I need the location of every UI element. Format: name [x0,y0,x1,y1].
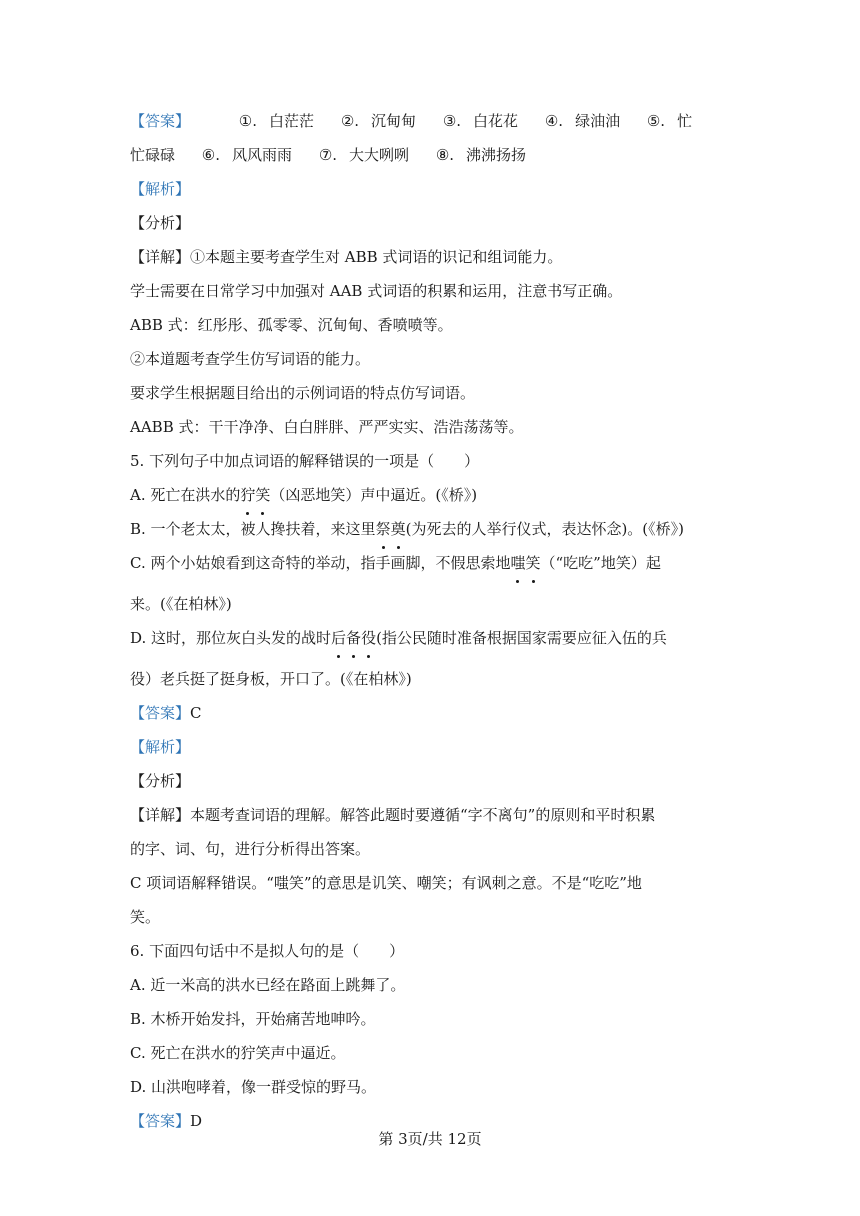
analysis-tag-line [130,730,730,764]
detail-text: 学士需要在日常学习中加强对 AAB 式词语的积累和运用，注意书写正确。 [130,282,623,300]
answer-tag: 【答案】 [130,1112,191,1130]
q5-option-a [130,478,730,512]
answer-item-text: 大大咧咧 [349,146,410,164]
answer-item-num: ⑦. [318,146,338,164]
q5-detail-line [130,832,730,866]
dotted-char: 后 [331,621,346,655]
answer-item-num: ⑧. [435,146,455,164]
answer-item-num: ⑥. [201,146,221,164]
option-text: (为死去的人举行仪式，表达怀念)。(《桥》) [405,520,685,538]
option-text: 役）老兵挺了挺身板，开口了。(《在柏林》) [130,670,412,688]
answer-item-text: 白茫茫 [269,112,315,130]
answer-value: C [190,704,202,722]
dotted-char: 役 [361,621,376,655]
option-text: C. 两个小姑娘看到这奇特的举动，指手画脚，不假思索地 [130,554,511,572]
q4-detail-line [130,342,730,376]
q5-option-d-line-2 [130,662,730,696]
q6-option [130,1002,730,1036]
option-text: A. 近一米高的洪水已经在路面上跳舞了。 [130,976,406,994]
answer-item-text: 沉甸甸 [371,112,417,130]
detail-tag: 【详解】 [130,806,191,824]
q6-option [130,1036,730,1070]
answer-tag: 【答案】 [130,112,191,130]
answer-item-num: ④. [544,112,564,130]
detail-text: 笑。 [130,908,161,926]
option-text: B. 一个老太太，被人搀扶着，来这里 [130,520,376,538]
q4-answer-line-2 [130,138,730,172]
option-text: （凶恶地笑）声中逼近。(《桥》) [270,486,478,504]
detail-text: 的字、词、句，进行分析得出答案。 [130,840,371,858]
dotted-char: 嗤 [510,546,525,580]
option-text: A. 死亡在洪水的 [130,486,241,504]
option-text: D. 这时，那位灰白头发的战时 [130,629,332,647]
detail-text: ABB 式：红彤彤、孤零零、沉甸甸、香喷喷等。 [130,316,453,334]
q4-answer-line-1 [130,104,730,138]
q4-detail-line [130,410,730,444]
question-text: 5. 下列句子中加点词语的解释错误的一项是（ ） [130,452,480,470]
answer-value: D [190,1112,203,1130]
q5-option-d-line-1 [130,621,730,662]
detail-text: ②本道题考查学生仿写词语的能力。 [130,350,371,368]
q4-detail-line [130,240,730,274]
answer-item-num: ③. [442,112,462,130]
q5-option-b [130,512,730,546]
q6-option [130,968,730,1002]
q5-detail-line [130,866,730,900]
q5-detail-line [130,798,730,832]
q4-detail-line [130,376,730,410]
document-content [130,104,730,1138]
answer-item-text: 风风雨雨 [232,146,293,164]
q5-option-c-line-2 [130,587,730,621]
analysis-tag-line [130,172,730,206]
option-text: B. 木桥开始发抖，开始痛苦地呻吟。 [130,1010,376,1028]
dotted-char: 笑 [526,546,541,580]
dotted-char: 祭 [376,512,391,546]
q4-detail-line [130,274,730,308]
answer-item-num: ①. [238,112,258,130]
q6-option [130,1070,730,1104]
answer-item-num: ⑤. [646,112,666,130]
answer-tag: 【答案】 [130,704,191,722]
analysis-tag: 【解析】 [130,738,191,756]
q5-detail-line [130,900,730,934]
dotted-char: 奠 [391,512,406,546]
answer-item-text: 绿油油 [575,112,621,130]
answer-item-num: ②. [340,112,360,130]
answer-item-text: 沸沸扬扬 [466,146,527,164]
question-text: 6. 下面四句话中不是拟人句的是（ ） [130,942,405,960]
q5-option-c-line-1 [130,546,730,587]
q5-answer [130,696,730,730]
fenxi-tag: 【分析】 [130,772,191,790]
page-footer: 第 3页/共 12页 [378,1130,482,1148]
answer-item-text: 忙碌碌 [130,146,176,164]
q5-question [130,444,730,478]
dotted-char: 狞 [240,478,255,512]
analysis-tag: 【解析】 [130,180,191,198]
detail-text: C 项词语解释错误。“嗤笑”的意思是讥笑、嘲笑；有讽刺之意。不是“吃吃”地 [130,874,642,892]
q6-question [130,934,730,968]
answer-item-text: 白花花 [473,112,519,130]
option-text: 来。(《在柏林》) [130,595,232,613]
detail-text: 本题考查词语的理解。解答此题时要遵循“字不离句”的原则和平时积累 [190,806,656,824]
fenxi-tag: 【分析】 [130,214,191,232]
detail-text: ①本题主要考查学生对 ABB 式词语的识记和组词能力。 [190,248,563,266]
option-text: (指公民随时准备根据国家需要应征入伍的兵 [376,629,667,647]
option-text: C. 死亡在洪水的狞笑声中逼近。 [130,1044,346,1062]
dotted-char: 备 [346,621,361,655]
option-text: （“吃吃”地笑）起 [540,554,661,572]
fenxi-tag-line [130,206,730,240]
option-text: D. 山洪咆哮着，像一群受惊的野马。 [130,1078,377,1096]
answer-item-text: 忙 [677,112,693,130]
q4-detail-line [130,308,730,342]
fenxi-tag-line [130,764,730,798]
dotted-char: 笑 [255,478,270,512]
detail-text: 要求学生根据题目给出的示例词语的特点仿写词语。 [130,384,476,402]
detail-text: AABB 式：干干净净、白白胖胖、严严实实、浩浩荡荡等。 [130,418,524,436]
detail-tag: 【详解】 [130,248,191,266]
